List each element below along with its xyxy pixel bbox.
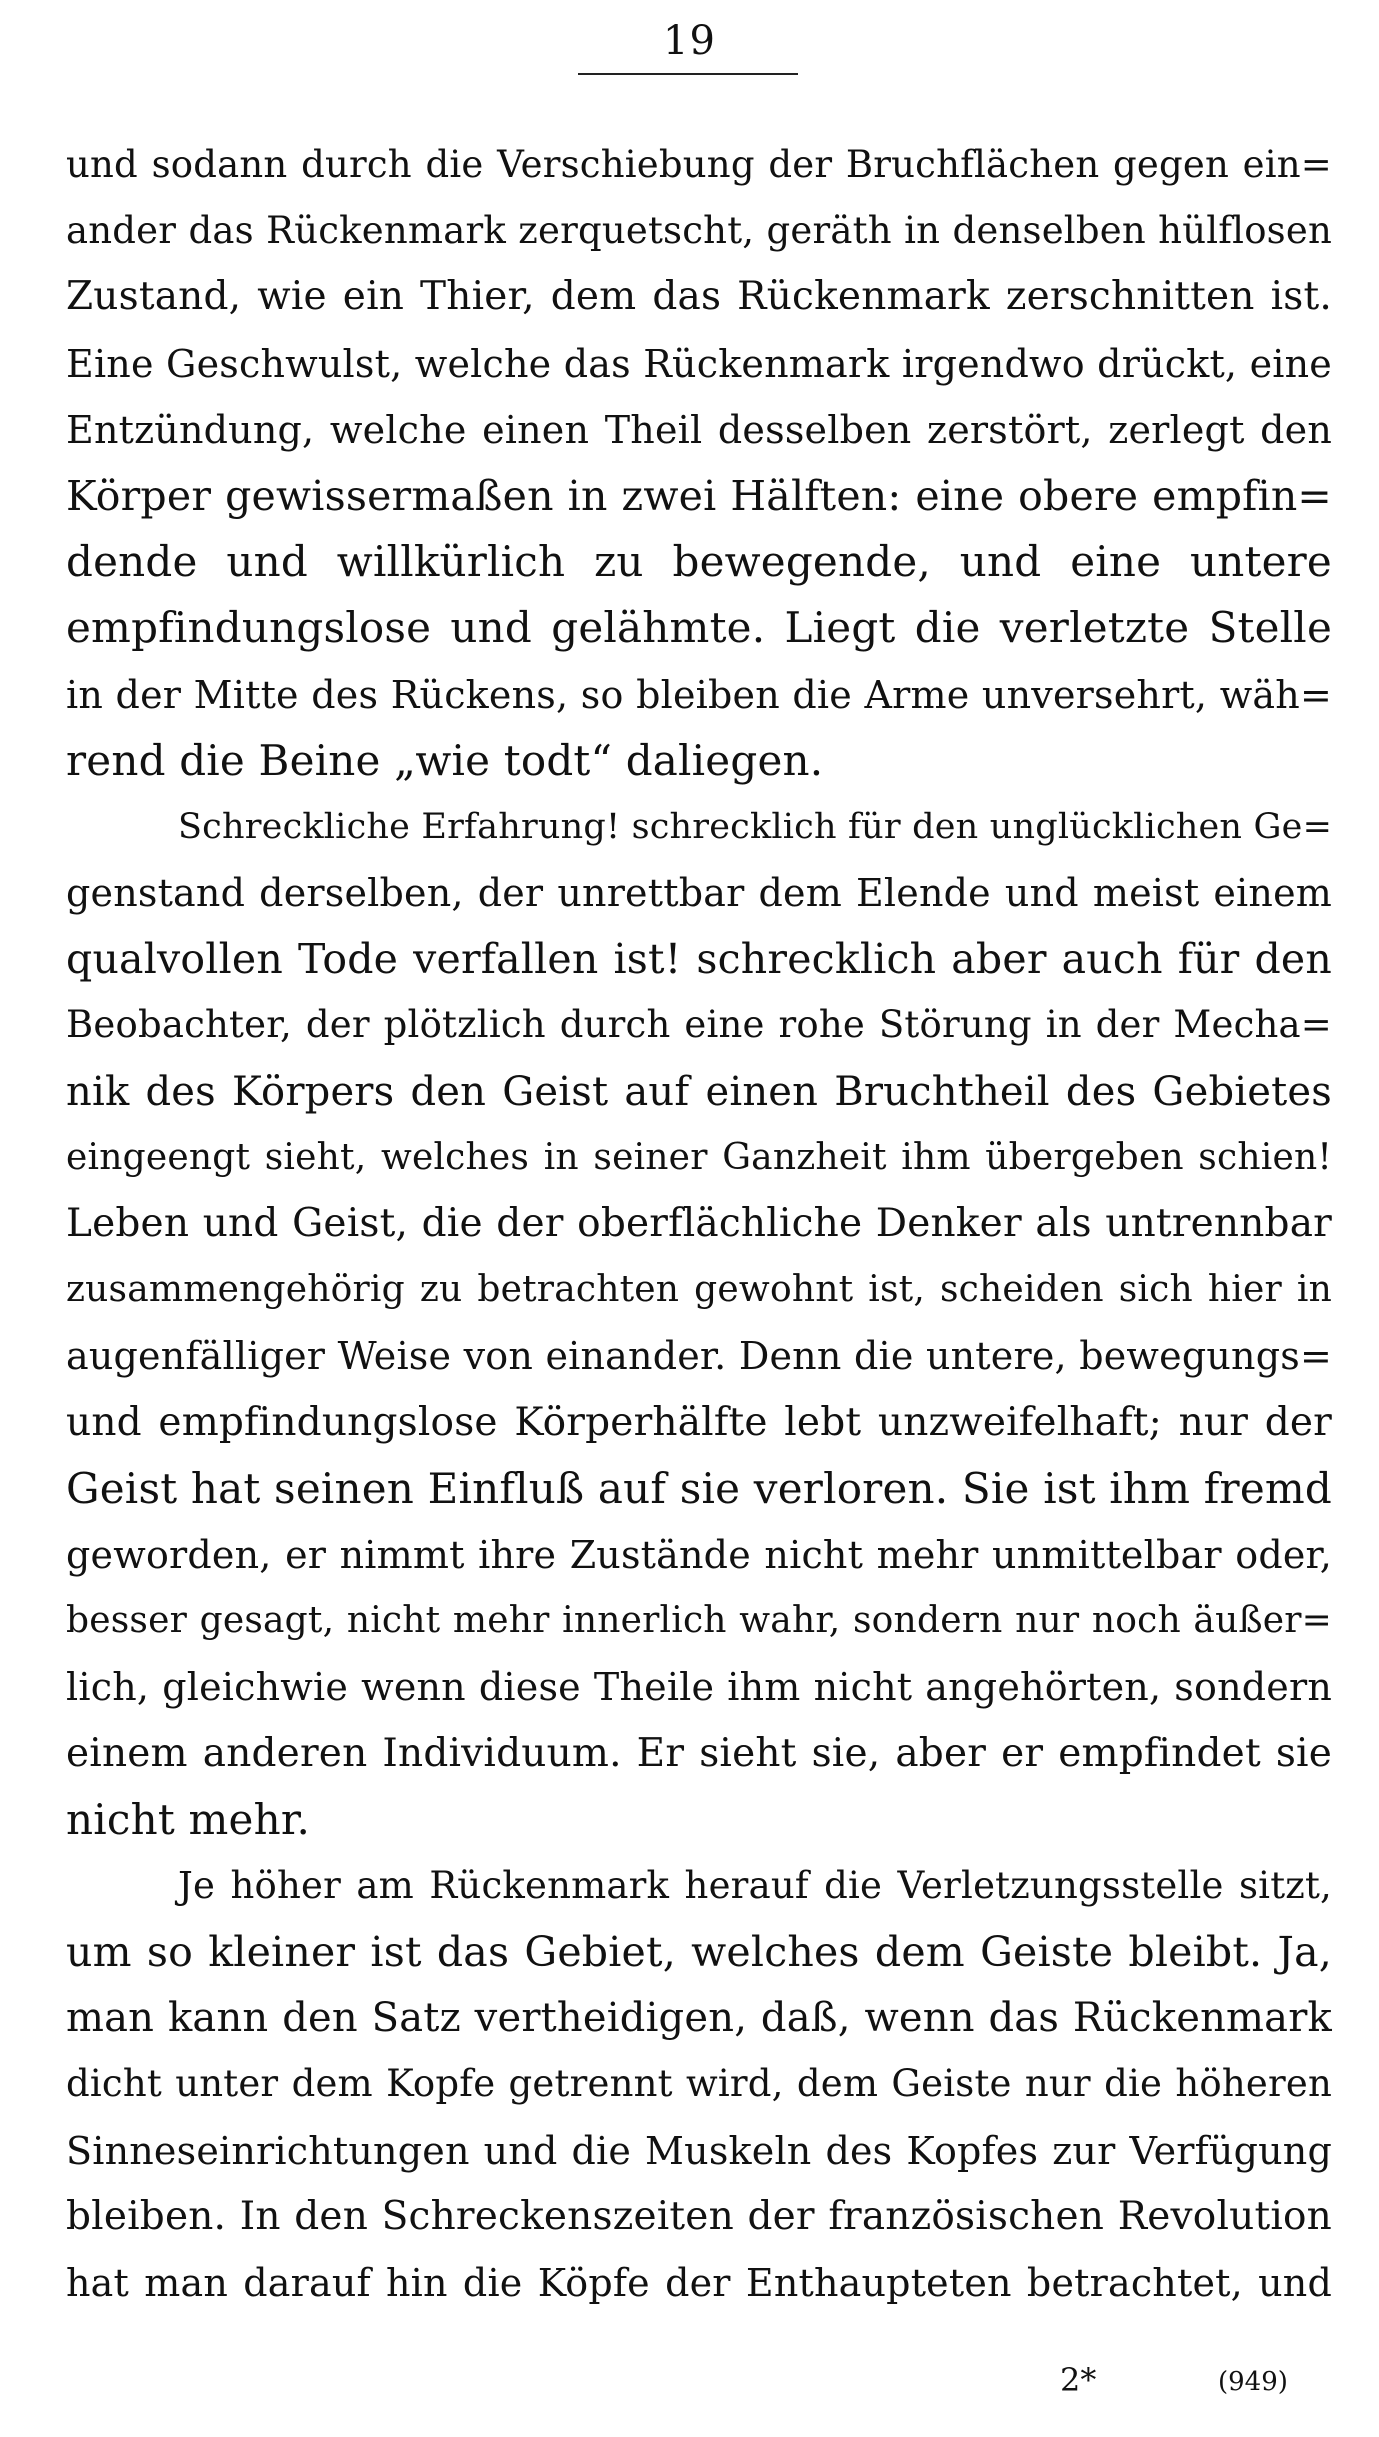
paragraph-3 (66, 1853, 1332, 2316)
text-line: und sodann durch die Verschiebung der Bruchflächen gegen ein= (66, 143, 1332, 186)
text-line: qualvollen Tode verfallen ist! schrecklich aber auch für den (66, 935, 1332, 984)
text-line: Schreckliche Erfahrung! schrecklich für den unglücklichen Ge= (178, 806, 1333, 847)
text-line: Entzündung, welche einen Theil desselben zerstört, zerlegt den (66, 407, 1332, 452)
text-line: bleiben. In den Schreckenszeiten der französischen Revolution (66, 2193, 1332, 2239)
text-line: eingeengt sieht, welches in seiner Ganzheit ihm übergeben schien! (66, 1136, 1332, 1178)
text-line: man kann den Satz vertheidigen, daß, wenn das Rückenmark (66, 1995, 1332, 2042)
text-line: Sinneseinrichtungen und die Muskeln des Kopfes zur Verfügung (66, 2128, 1332, 2173)
text-line: rend die Beine „wie todt“ daliegen. (66, 735, 824, 785)
paragraph-2 (66, 794, 1332, 1853)
page-number: 19 (663, 18, 716, 64)
text-line: nik des Körpers den Geist auf einen Bruchtheil des Gebietes (66, 1068, 1332, 1115)
text-line: Je höher am Rückenmark herauf die Verletzungsstelle sitzt, (178, 1863, 1332, 1907)
text-line: nicht mehr. (66, 1794, 311, 1844)
text-line: in der Mitte des Rückens, so bleiben die Arme unversehrt, wäh= (66, 672, 1332, 717)
text-line: empfindungslose und gelähmte. Liegt die verletzte Stelle (66, 603, 1332, 653)
text-line: Zustand, wie ein Thier, dem das Rückenmark zerschnitten ist. (66, 274, 1332, 320)
signature-mark: 2* (1060, 2361, 1097, 2399)
text-line: Eine Geschwulst, welche das Rückenmark irgendwo drückt, eine (66, 341, 1332, 386)
text-line: Leben und Geist, die der oberflächliche Denker als untrennbar (66, 1201, 1332, 1246)
text-line: Geist hat seinen Einfluß auf sie verloren. Sie ist ihm fremd (66, 1463, 1332, 1513)
text-line: genstand derselben, der unrettbar dem Elende und meist einem (66, 871, 1332, 916)
text-line: besser gesagt, nicht mehr innerlich wahr, sondern nur noch äußer= (66, 1600, 1332, 1642)
text-line: zusammengehörig zu betrachten gewohnt ist, scheiden sich hier in (66, 1269, 1332, 1311)
text-line: lich, gleichwie wenn diese Theile ihm nicht angehörten, sondern (66, 1665, 1332, 1710)
text-line: hat man darauf hin die Köpfe der Enthaupteten betrachtet, und (66, 2261, 1332, 2305)
text-line: Beobachter, der plötzlich durch eine rohe Störung in der Mecha= (66, 1003, 1332, 1047)
body-text (66, 132, 1332, 2316)
text-line: ander das Rückenmark zerquetscht, geräth in denselben hülflosen (66, 209, 1332, 253)
header-rule (578, 73, 798, 75)
paragraph-1 (66, 132, 1332, 794)
text-line: Körper gewissermaßen in zwei Hälften: eine obere empfin= (66, 471, 1332, 520)
text-line: augenfälliger Weise von einander. Denn die untere, bewegungs= (66, 1334, 1332, 1379)
text-line: dicht unter dem Kopfe getrennt wird, dem Geiste nur die höheren (66, 2062, 1332, 2106)
text-line: und empfindungslose Körperhälfte lebt unzweifelhaft; nur der (66, 1399, 1332, 1445)
text-line: geworden, er nimmt ihre Zustände nicht mehr unmittelbar oder, (66, 1532, 1332, 1577)
text-line: dende und willkürlich zu bewegende, und eine untere (66, 537, 1332, 587)
text-line: einem anderen Individuum. Er sieht sie, aber er empfindet sie (66, 1730, 1332, 1776)
archive-number: (949) (1218, 2367, 1288, 2397)
text-line: um so kleiner ist das Gebiet, welches dem Geiste bleibt. Ja, (66, 1928, 1332, 1977)
